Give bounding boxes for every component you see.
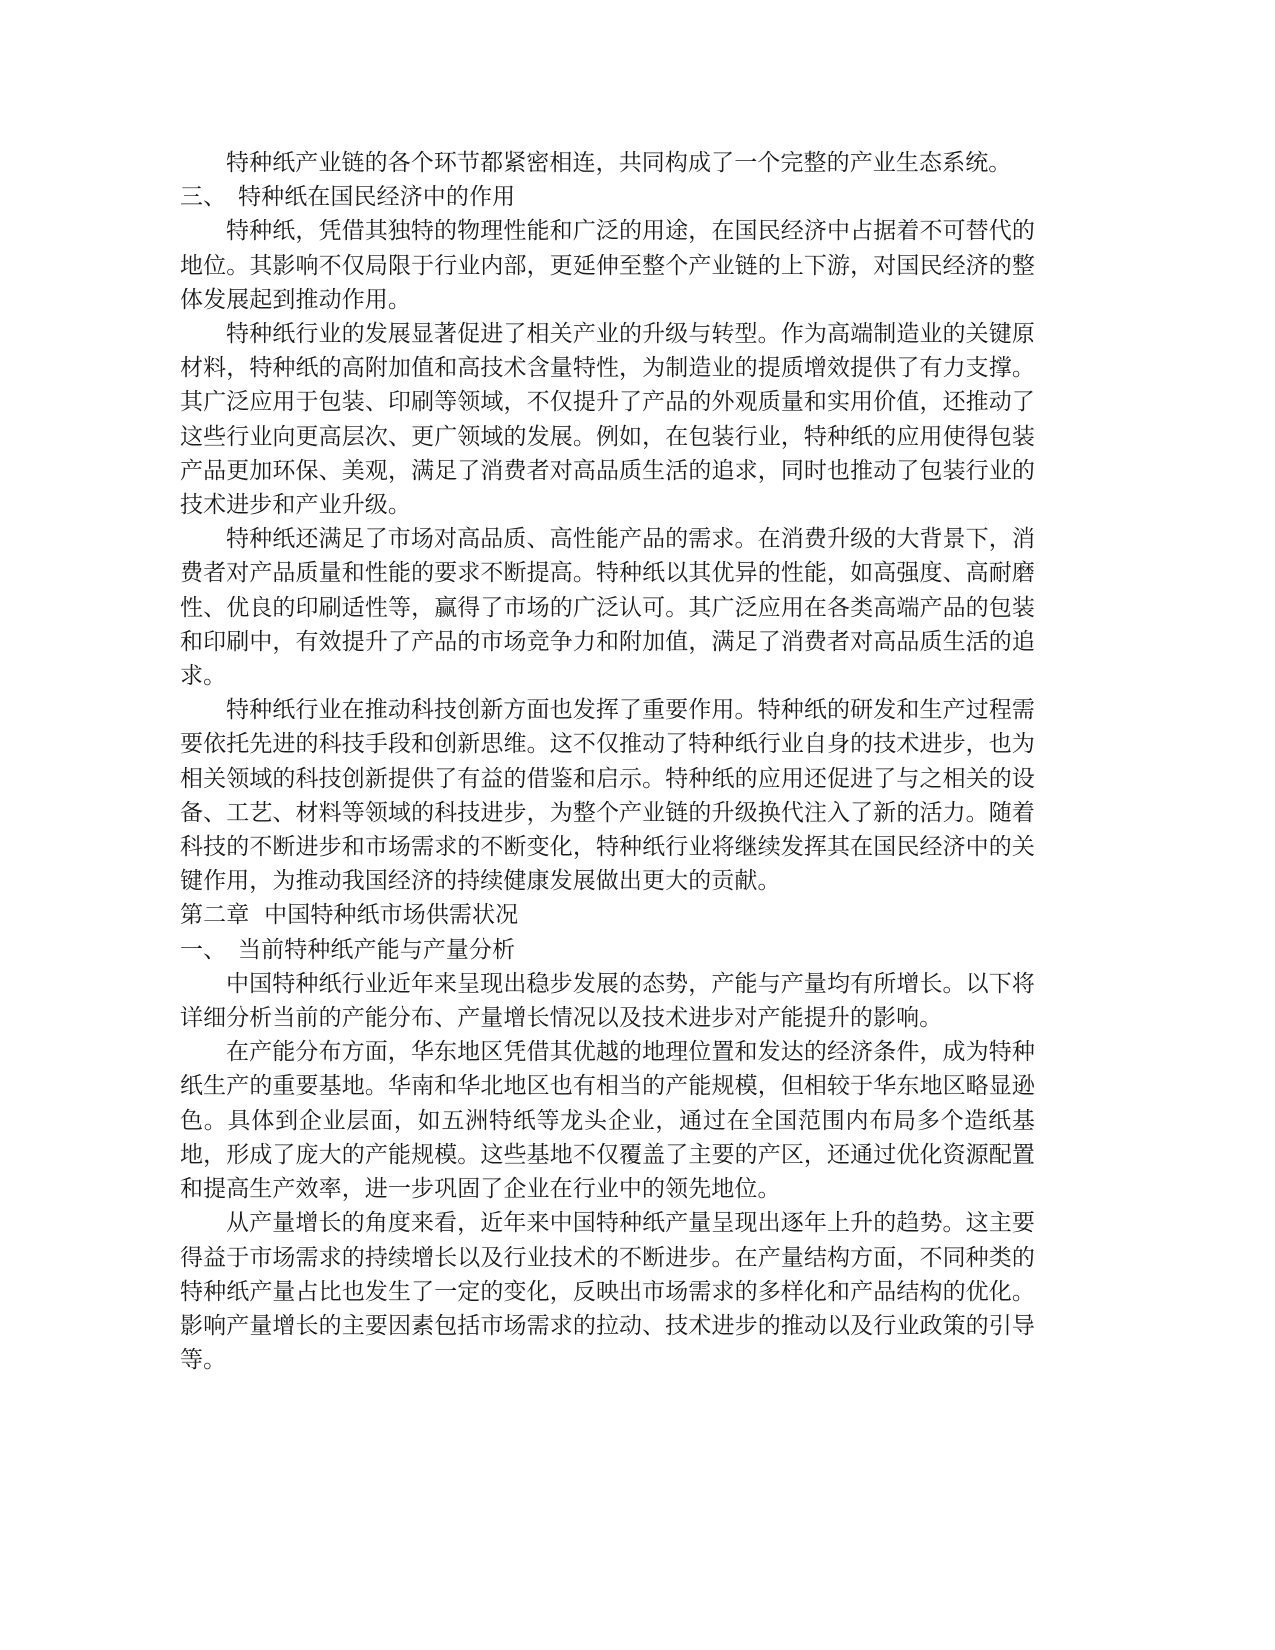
section-number: 一、 (180, 936, 227, 963)
section-heading-1 (180, 933, 1035, 967)
paragraph: 特种纸还满足了市场对高品质、高性能产品的需求。在消费升级的大背景下，消费者对产品质量和性能的要求不断提高。特种纸以其优异的性能，如高强度、高耐磨性、优良的印刷适性等，赢得了市场的广泛认可。其广泛应用在各类高端产品的包装和印刷中，有效提升了产品的市场竞争力和附加值，满足了消费者对高品质生活的追求。 (180, 526, 1035, 690)
section-title: 当前特种纸产能与产量分析 (238, 936, 516, 963)
section-title: 特种纸在国民经济中的作用 (238, 184, 516, 211)
paragraph-intro: 特种纸产业链的各个环节都紧密相连，共同构成了一个完整的产业生态系统。 (226, 150, 1012, 176)
paragraph: 在产能分布方面，华东地区凭借其优越的地理位置和发达的经济条件，成为特种纸生产的重要基地。华南和华北地区也有相当的产能规模，但相较于华东地区略显逊色。具体到企业层面，如五洲特纸等龙头企业，通过在全国范围内布局多个造纸基地，形成了庞大的产能规模。这些基地不仅覆盖了主要的产区，还通过优化资源配置和提高生产效率，进一步巩固了企业在行业中的领先地位。 (180, 1039, 1035, 1203)
paragraph: 特种纸行业在推动科技创新方面也发挥了重要作用。特种纸的研发和生产过程需要依托先进的科技手段和创新思维。这不仅推动了特种纸行业自身的技术进步，也为相关领域的科技创新提供了有益的借鉴和启示。特种纸的应用还促进了与之相关的设备、工艺、材料等领域的科技进步，为整个产业链的升级换代注入了新的活力。随着科技的不断进步和市场需求的不断变化，特种纸行业将继续发挥其在国民经济中的关键作用，为推动我国经济的持续健康发展做出更大的贡献。 (180, 697, 1035, 895)
paragraph: 特种纸行业的发展显著促进了相关产业的升级与转型。作为高端制造业的关键原材料，特种纸的高附加值和高技术含量特性，为制造业的提质增效提供了有力支撑。其广泛应用于包装、印刷等领域，不仅提升了产品的外观质量和实用价值，还推动了这些行业向更高层次、更广领域的发展。例如，在包装行业，特种纸的应用使得包装产品更加环保、美观，满足了消费者对高品质生活的追求，同时也推动了包装行业的技术进步和产业升级。 (180, 321, 1035, 519)
document-page (180, 146, 1035, 1377)
section-heading-3 (180, 180, 1035, 214)
section-number: 三、 (180, 184, 227, 211)
paragraph: 从产量增长的角度来看，近年来中国特种纸产量呈现出逐年上升的趋势。这主要得益于市场需求的持续增长以及行业技术的不断进步。在产量结构方面，不同种类的特种纸产量占比也发生了一定的变化，反映出市场需求的多样化和产品结构的优化。影响产量增长的主要因素包括市场需求的拉动、技术进步的推动以及行业政策的引导等。 (180, 1210, 1035, 1374)
paragraph: 中国特种纸行业近年来呈现出稳步发展的态势，产能与产量均有所增长。以下将详细分析当前的产能分布、产量增长情况以及技术进步对产能提升的影响。 (180, 970, 1035, 1032)
chapter-heading: 第二章 中国特种纸市场供需状况 (180, 902, 519, 929)
paragraph: 特种纸，凭借其独特的物理性能和广泛的用途，在国民经济中占据着不可替代的地位。其影响不仅局限于行业内部，更延伸至整个产业链的上下游，对国民经济的整体发展起到推动作用。 (180, 218, 1035, 313)
